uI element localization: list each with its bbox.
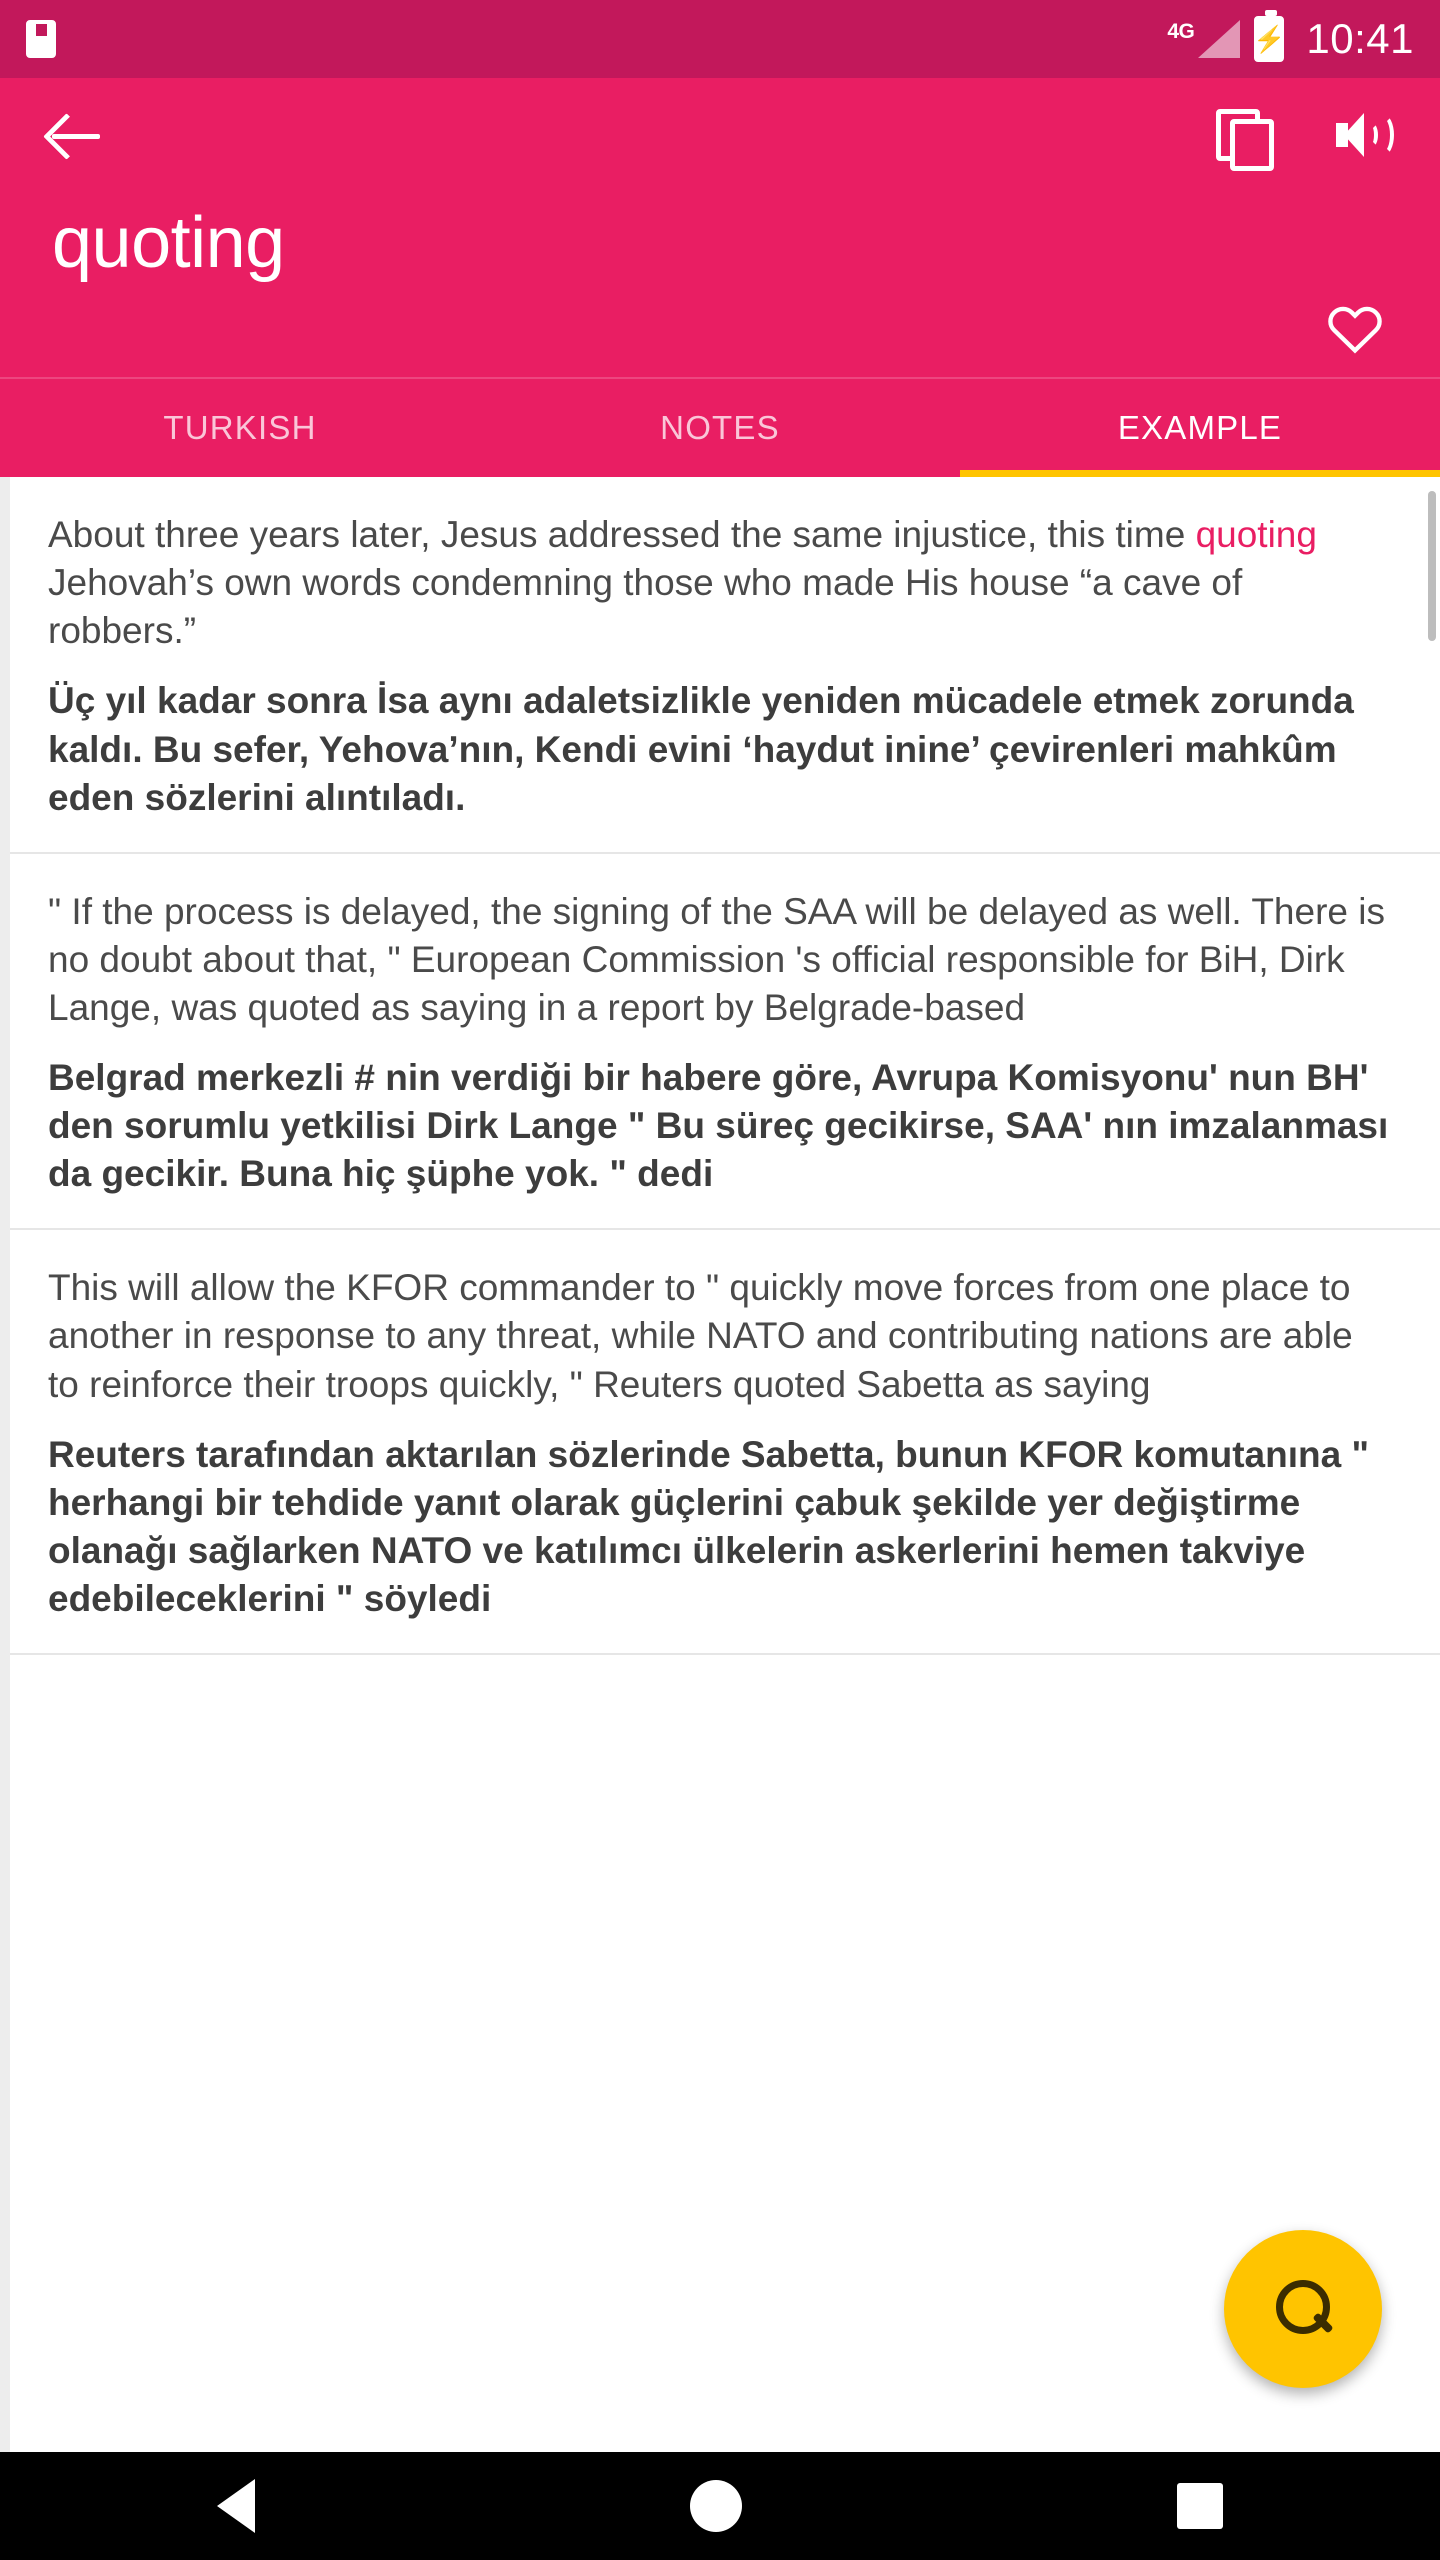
back-arrow-icon [48,107,104,163]
example-english-after: Jehovah’s own words condemning those who made His house “a cave of robbers.” [48,562,1243,652]
scrollbar-thumb[interactable] [1428,491,1436,641]
example-highlight-term: quoting [1195,514,1317,556]
status-bar-left [26,20,56,58]
nav-back-button[interactable] [217,2479,255,2533]
tab-example[interactable]: EXAMPLE [960,379,1440,477]
example-english-before: This will allow the KFOR commander to " quickly move forces from one place to another in response to any threat, while NATO and contributing nations are able to reinforce their troops quickly, " Reuters quoted Sabetta as saying [48,1267,1353,1405]
list-item[interactable] [0,477,1440,854]
nav-recents-button[interactable] [1177,2483,1223,2529]
back-button[interactable] [48,107,104,163]
system-navigation-bar [0,2452,1440,2560]
page-title: quoting [52,203,285,283]
example-english [48,1264,1392,1408]
example-turkish: Üç yıl kadar sonra İsa aynı adaletsizlikle yeniden mücadele etmek zorunda kaldı. Bu sefer, Yehova’nın, Kendi evini ‘haydut inine’ çevirenleri mahkûm eden sözlerini alıntıladı. [48,680,1354,818]
status-bar [0,0,1440,78]
battery-charging-icon: ⚡ [1254,16,1284,62]
tab-bar [0,377,1440,477]
app-bar [0,78,1440,477]
status-bar-clock: 10:41 [1306,15,1414,62]
examples-scroll-container [0,477,1440,1655]
example-turkish: Reuters tarafından aktarılan sözlerinde Sabetta, bunun KFOR komutanına " herhangi bir tehdide yanıt olarak güçlerini çabuk şekilde yer değiştirme olanağı sağlarken NATO ve katılımcı ülkelerin askerlerini hemen takviye edebileceklerini " söyledi [48,1433,1369,1619]
speak-button[interactable] [1336,110,1392,160]
example-english [48,511,1392,655]
status-bar-right [1167,15,1414,63]
sd-card-icon [26,20,56,58]
app-bar-actions [1216,109,1392,161]
nav-recents-square-icon [1177,2483,1223,2529]
tab-notes[interactable]: NOTES [660,409,780,447]
tab-turkish[interactable]: TURKISH [163,409,317,447]
search-icon [1272,2278,1334,2340]
example-english [48,888,1392,1032]
network-type-label: 4G [1167,20,1195,43]
signal-triangle-icon [1198,20,1240,58]
heart-outline-icon [1326,301,1384,355]
list-left-edge [0,477,10,2452]
copy-icon [1216,109,1268,161]
favorite-button[interactable] [1326,301,1384,355]
app-bar-top-row [0,78,1440,192]
signal-bars-icon [1167,20,1240,58]
nav-home-button[interactable] [690,2480,742,2532]
nav-back-triangle-icon [217,2479,255,2533]
list-item[interactable] [0,854,1440,1231]
copy-button[interactable] [1216,109,1268,161]
list-item[interactable] [0,1230,1440,1655]
favorite-row [0,283,1440,377]
example-turkish: Belgrad merkezli # nin verdiği bir habere göre, Avrupa Komisyonu' nun BH' den sorumlu yetkilisi Dirk Lange " Bu süreç gecikirse, SAA' nın imzalanması da gecikir. Buna hiç şüphe yok. " dedi [48,1057,1389,1195]
volume-up-icon [1336,110,1392,160]
search-fab-button[interactable] [1224,2230,1382,2388]
example-english-before: " If the process is delayed, the signing of the SAA will be delayed as well. There is no doubt about that, " European Commission 's official responsible for BiH, Dirk Lange, was quoted as saying in a report by Belgrade-based [48,890,1385,1028]
example-english-before: About three years later, Jesus addressed the same injustice, this time [48,514,1196,556]
nav-home-circle-icon [690,2480,742,2532]
examples-list[interactable] [0,477,1440,2452]
